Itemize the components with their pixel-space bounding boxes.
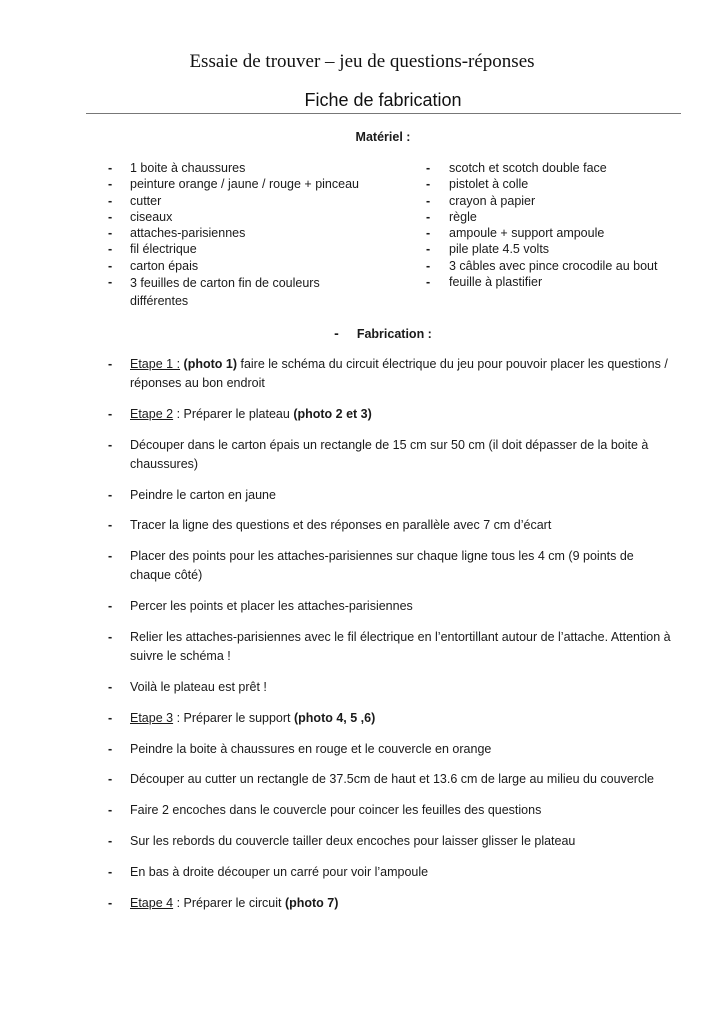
dash-bullet: - — [426, 209, 431, 224]
dash-bullet: - — [108, 599, 113, 613]
dash-bullet: - — [108, 772, 113, 786]
dash-bullet: - — [108, 803, 113, 817]
dash-bullet: - — [108, 258, 113, 273]
step-item: - Etape 1 : (photo 1) faire le schéma du circuit électrique du jeu pour pouvoir placer les questions / réponses au bon endroit — [108, 357, 668, 390]
step-item: - Etape 2 : Préparer le plateau (photo 2 et 3) — [130, 405, 675, 424]
dash-bullet: - — [108, 407, 113, 421]
step-item: - En bas à droite découper un carré pour voir l’ampoule — [130, 863, 675, 882]
dash-bullet: - — [108, 680, 113, 694]
step-label: Etape 2 — [130, 407, 174, 421]
dash-bullet: - — [108, 193, 113, 208]
step-item: - Percer les points et placer les attaches-parisiennes — [130, 597, 675, 616]
list-item: - ciseaux — [108, 209, 173, 224]
step-label: Etape 3 — [130, 711, 174, 725]
list-item: - crayon à papier — [426, 193, 536, 208]
dash-bullet: - — [426, 258, 431, 273]
dash-bullet: - — [108, 896, 113, 910]
list-item: - peinture orange / jaune / rouge + pinceau — [108, 177, 359, 192]
dash-bullet: - — [108, 438, 113, 452]
list-item: - cutter — [108, 193, 162, 208]
dash-bullet: - — [108, 242, 113, 257]
step-item: - Relier les attaches-parisiennes avec le fil électrique en l’entortillant autour de l’attache. Attention à suivre le schéma ! — [108, 630, 671, 663]
dash-bullet: - — [426, 161, 431, 175]
list-item: - ampoule + support ampoule — [426, 226, 605, 241]
step-label: Etape 1 : — [130, 357, 181, 371]
materiel-heading: Matériel : — [355, 130, 411, 144]
dash-bullet: - — [334, 325, 339, 341]
step-item: - Découper au cutter un rectangle de 37.5cm de haut et 13.6 cm de large au milieu du couvercle — [130, 770, 675, 789]
photo-ref: (photo 2 et 3) — [293, 407, 372, 421]
list-item: - attaches-parisiennes — [108, 226, 246, 241]
dash-bullet: - — [426, 226, 431, 241]
step-label: Etape 4 — [130, 896, 174, 910]
photo-ref: (photo 1) — [183, 357, 237, 371]
fabrication-heading: - Fabrication : — [334, 325, 432, 341]
dash-bullet: - — [108, 630, 113, 644]
list-item: - 3 câbles avec pince crocodile au bout — [426, 258, 658, 273]
dash-bullet: - — [108, 161, 113, 175]
dash-bullet: - — [426, 177, 431, 192]
photo-ref: (photo 7) — [284, 896, 339, 910]
dash-bullet: - — [108, 488, 113, 502]
step-item: - Etape 4 : Préparer le circuit (photo 7) — [130, 894, 675, 913]
step-item: - Découper dans le carton épais un rectangle de 15 cm sur 50 cm (il doit dépasser de la boite à chaussures) — [108, 438, 649, 471]
step-item: - Tracer la ligne des questions et des réponses en parallèle avec 7 cm d’écart — [130, 516, 675, 535]
list-item: - 1 boite à chaussures — [108, 161, 246, 175]
document-title: Essaie de trouver – jeu de questions-réponses — [189, 51, 535, 72]
step-item: - Peindre le carton en jaune — [130, 486, 675, 505]
dash-bullet: - — [108, 357, 113, 371]
photo-ref: (photo 4, 5 ,6) — [294, 711, 376, 725]
dash-bullet: - — [108, 275, 113, 290]
step-item: - Etape 3 : Préparer le support (photo 4, 5 ,6) — [130, 709, 675, 728]
list-item: - pile plate 4.5 volts — [426, 242, 550, 257]
dash-bullet: - — [108, 549, 113, 563]
dash-bullet: - — [108, 177, 113, 192]
list-item: - 3 feuilles de carton fin de couleurs différentes — [108, 275, 320, 309]
list-item: - fil électrique — [108, 242, 197, 257]
list-item: - feuille à plastifier — [426, 275, 543, 290]
dash-bullet: - — [108, 518, 113, 532]
dash-bullet: - — [426, 275, 431, 290]
dash-bullet: - — [108, 711, 113, 725]
dash-bullet: - — [108, 834, 113, 848]
dash-bullet: - — [108, 226, 113, 241]
list-item: - règle — [426, 209, 477, 224]
step-item: - Sur les rebords du couvercle tailler deux encoches pour laisser glisser le plateau — [130, 832, 675, 851]
list-item: - scotch et scotch double face — [426, 161, 607, 175]
dash-bullet: - — [108, 742, 113, 756]
step-item: - Placer des points pour les attaches-parisiennes sur chaque ligne tous les 4 cm (9 points de chaque côté) — [108, 549, 634, 582]
dash-bullet: - — [108, 865, 113, 879]
document-subtitle: Fiche de fabrication — [304, 90, 462, 110]
step-item: - Peindre la boite à chaussures en rouge et le couvercle en orange — [130, 740, 675, 759]
materiel-list-left — [108, 160, 380, 310]
dash-bullet: - — [426, 242, 431, 257]
title-divider — [86, 113, 681, 114]
list-item: - carton épais — [108, 258, 199, 273]
materiel-list-right — [426, 160, 699, 290]
step-item: - Voilà le plateau est prêt ! — [130, 678, 675, 697]
list-item: - pistolet à colle — [426, 177, 529, 192]
dash-bullet: - — [426, 193, 431, 208]
step-item: - Faire 2 encoches dans le couvercle pour coincer les feuilles des questions — [130, 801, 675, 820]
dash-bullet: - — [108, 209, 113, 224]
